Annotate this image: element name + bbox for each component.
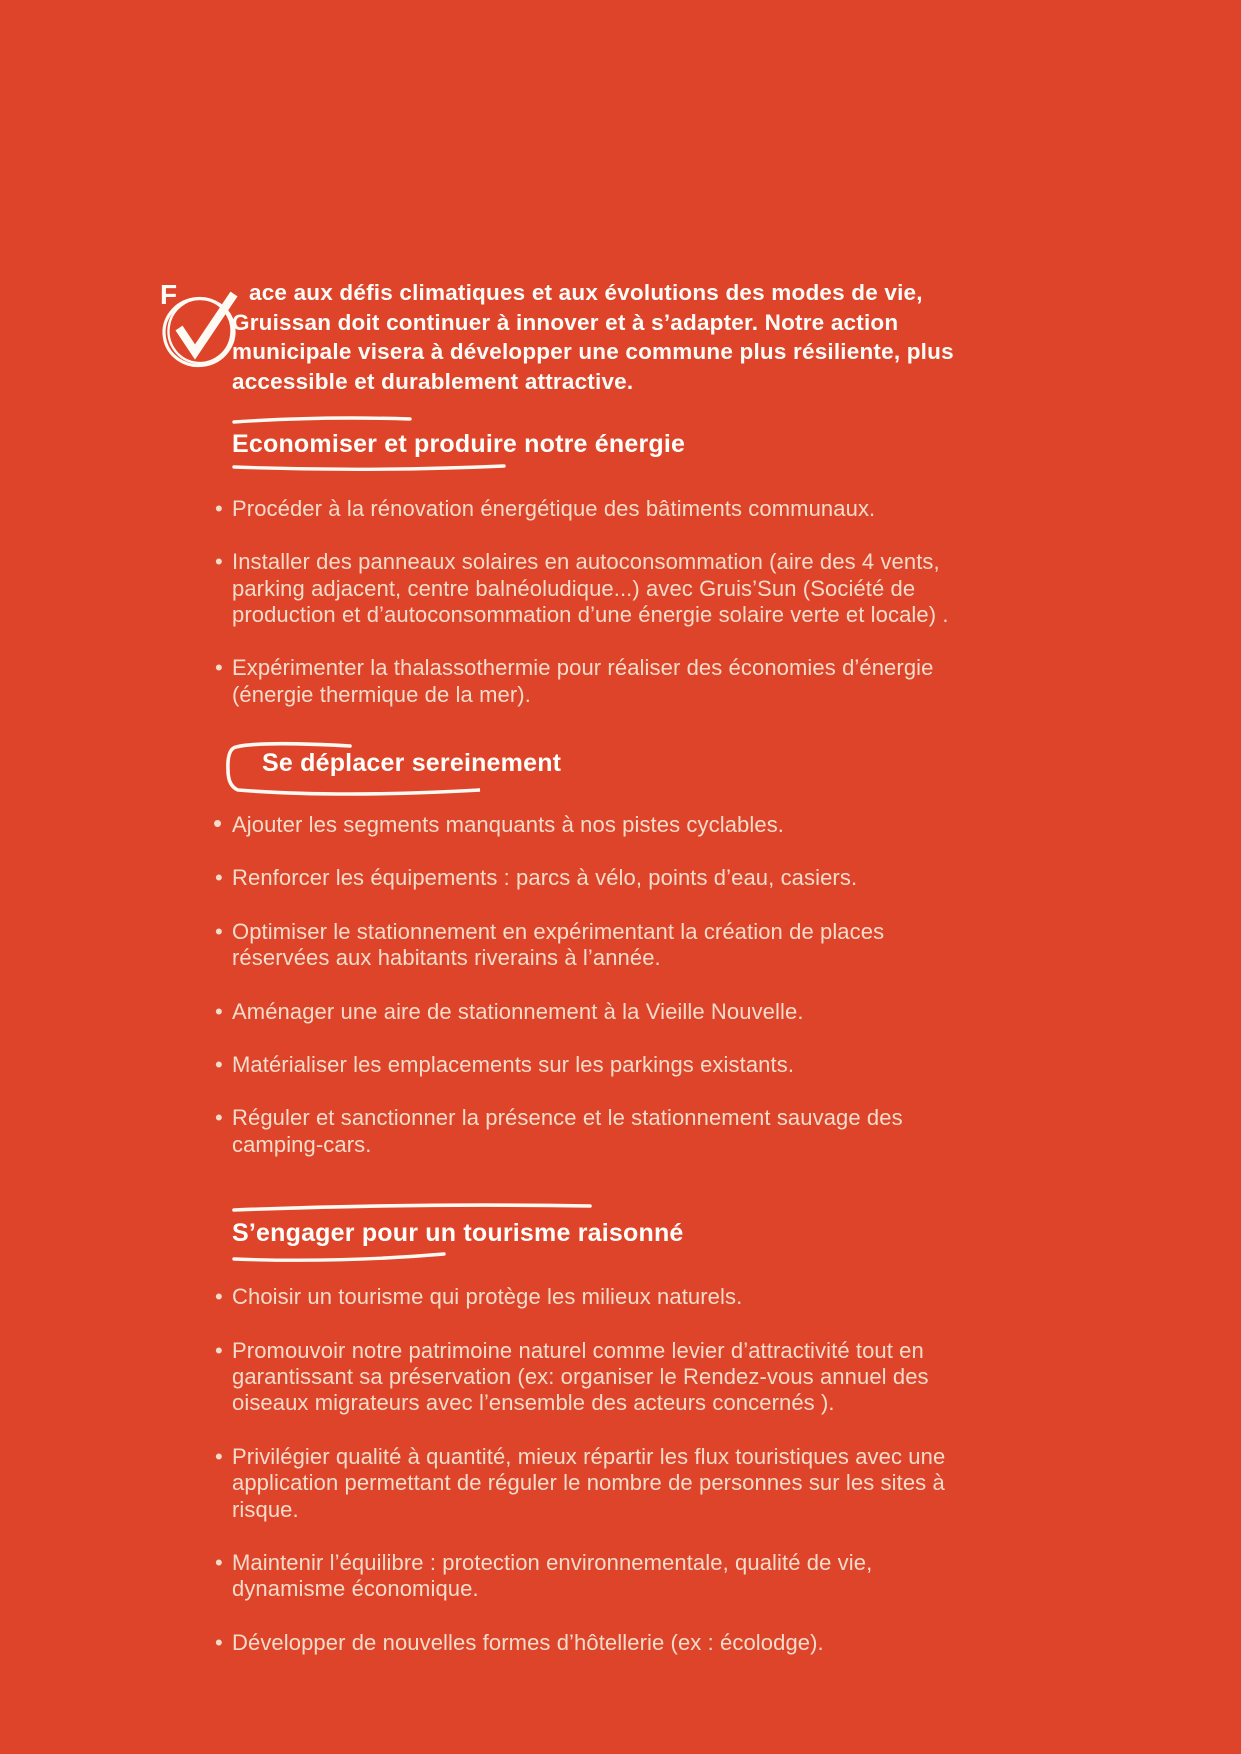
bullet-icon: • (215, 1337, 223, 1363)
bullet-icon: • (215, 655, 223, 681)
bullet-icon: • (215, 1629, 223, 1655)
bullet-icon: • (215, 495, 223, 521)
bullet-text: Procéder à la rénovation énergétique des bâtiments communaux. (232, 495, 876, 521)
bullet-icon: • (215, 1105, 223, 1131)
check-circle-icon (156, 284, 248, 372)
bullet-list (215, 495, 987, 708)
list-item (215, 1105, 987, 1158)
header-topline-decoration (232, 415, 412, 424)
list-item (215, 918, 987, 972)
list-item (215, 1284, 987, 1310)
bullet-icon: • (215, 1443, 223, 1469)
bullet-text: Matérialiser les emplacements sur les parkings existants. (232, 1052, 795, 1078)
bullet-icon: • (215, 1284, 223, 1310)
bullet-icon: • (215, 998, 223, 1024)
list-item (215, 1549, 987, 1603)
bullet-text: Optimiser le stationnement en expérimentant la création de places réservées aux habitants riverains à l’année. (232, 918, 885, 971)
list-item (215, 1443, 987, 1523)
bullet-text: Développer de nouvelles formes d’hôtellerie (ex : écolodge). (232, 1629, 824, 1655)
bullet-text: Expérimenter la thalassothermie pour réaliser des économies d’énergie (énergie thermique de la mer). (232, 655, 934, 707)
section-title: Se déplacer sereinement (262, 749, 562, 778)
bullet-text: Maintenir l’équilibre : protection environnementale, qualité de vie, dynamisme économique. (232, 1549, 873, 1602)
list-item (215, 495, 987, 522)
bullet-icon: • (215, 918, 223, 944)
header-topline-decoration (232, 1202, 592, 1213)
bullet-icon: • (215, 1549, 223, 1575)
list-item (215, 1337, 987, 1417)
section-se-deplacer (213, 738, 987, 1158)
bullet-text: Renforcer les équipements : parcs à vélo, points d’eau, casiers. (232, 865, 858, 891)
bullet-text: Privilégier qualité à quantité, mieux répartir les flux touristiques avec une application permettant de réguler le nombre de personnes sur les sites à risque. (232, 1443, 946, 1522)
intro-paragraph: ace aux défis climatiques et aux évolutions des modes de vie, Gruissan doit continuer à innover et à s’adapter. Notre action municipale visera à développer une commune plus résiliente, plus accessible et durablement attractive. (232, 280, 954, 395)
bullet-icon: • (215, 865, 223, 891)
section-title: S’engager pour un tourisme raisonné (232, 1219, 684, 1248)
section-title: Economiser et produire notre énergie (232, 429, 686, 458)
section-economiser-energie (215, 415, 987, 708)
bullet-text: Installer des panneaux solaires en autoconsommation (aire des 4 vents, parking adjacent, centre balnéoludique...) avec Gruis’Sun (Société de production et d’autoconsommation d’une énergie solaire verte et locale) . (232, 549, 949, 627)
bullet-list (213, 808, 987, 1158)
bullet-text: Réguler et sanctionner la présence et le stationnement sauvage des camping-cars. (232, 1105, 903, 1157)
list-item (215, 865, 987, 891)
bullet-icon: • (213, 808, 223, 839)
bullet-text: Aménager une aire de stationnement à la Vieille Nouvelle. (232, 998, 804, 1024)
header-underline-decoration (232, 1252, 446, 1264)
bullet-icon: • (215, 549, 223, 575)
bullet-text: Promouvoir notre patrimoine naturel comme levier d’attractivité tout en garantissant sa préservation (ex: organiser le Rendez-vous annuel des oiseaux migrateurs avec l’ensemble des acteurs concernés ). (232, 1337, 929, 1416)
list-item (213, 808, 987, 839)
list-item (215, 1052, 987, 1078)
content-column (213, 278, 987, 1656)
bullet-icon: • (215, 1052, 223, 1078)
bullet-text: Choisir un tourisme qui protège les milieux naturels. (232, 1284, 743, 1310)
header-underline-decoration (232, 463, 506, 474)
bullet-list (215, 1284, 987, 1656)
bullet-text: Ajouter les segments manquants à nos pistes cyclables. (232, 812, 785, 838)
list-item (215, 998, 987, 1025)
list-item (215, 549, 987, 628)
list-item (215, 1629, 987, 1656)
list-item (215, 655, 987, 708)
dropcap-letter: F (160, 279, 178, 310)
section-header (232, 738, 742, 794)
section-tourisme-raisonne (215, 1202, 987, 1656)
